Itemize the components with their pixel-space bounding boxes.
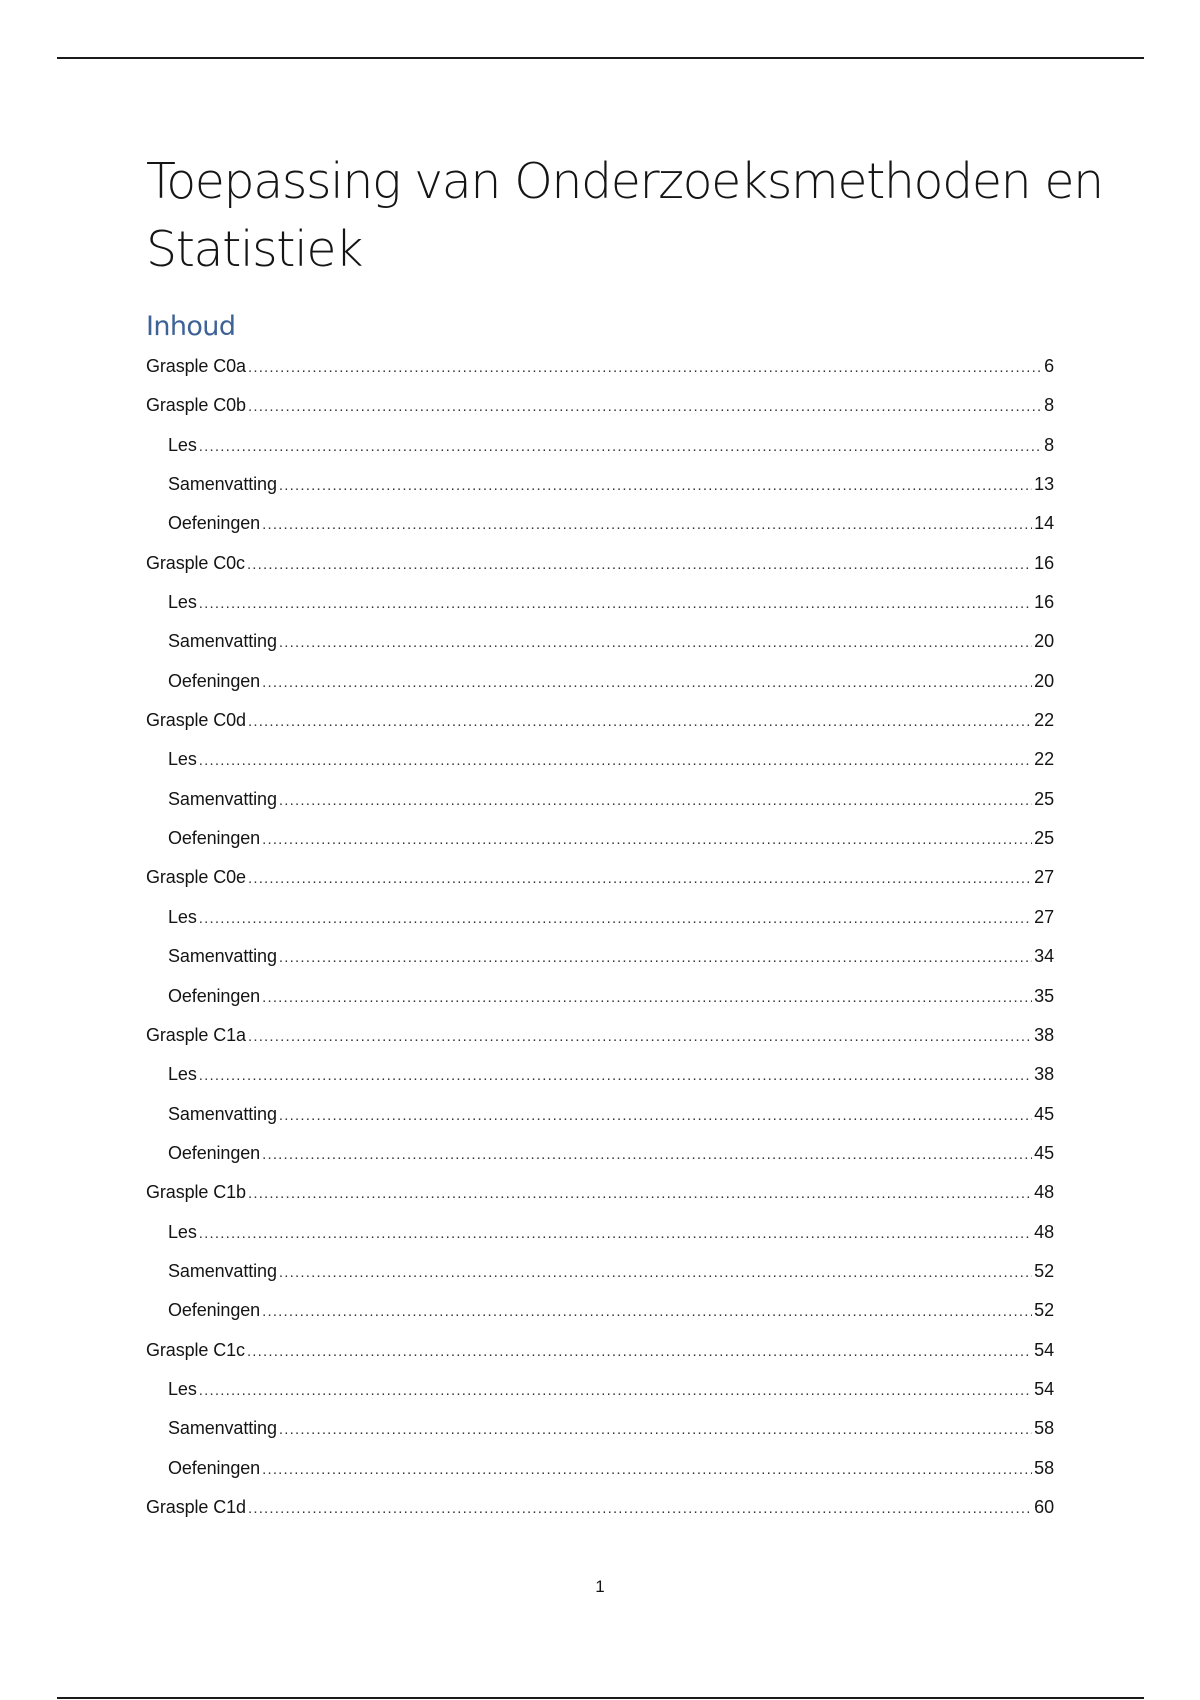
page-number: 1 — [595, 1577, 605, 1596]
toc-entry-section[interactable] — [146, 701, 1054, 740]
toc-dot-leader — [279, 1410, 1032, 1449]
toc-entry-label: Oefeningen — [168, 1457, 261, 1478]
toc-dot-leader — [199, 1056, 1032, 1095]
toc-entry-label: Oefeningen — [168, 985, 261, 1006]
toc-dot-leader — [262, 820, 1032, 859]
toc-entry-page: 22 — [1034, 749, 1054, 770]
toc-entry-page: 27 — [1034, 867, 1054, 888]
toc-entry-label: Oefeningen — [168, 670, 261, 691]
toc-dot-leader — [199, 427, 1042, 466]
toc-dot-leader — [248, 1017, 1032, 1056]
toc-entry-label: Samenvatting — [168, 1103, 277, 1124]
toc-entry-label: Samenvatting — [168, 631, 277, 652]
toc-entry-page: 6 — [1044, 356, 1054, 376]
toc-dot-leader — [248, 1489, 1032, 1528]
toc-entry-subsection[interactable] — [146, 1095, 1054, 1134]
toc-entry-subsection[interactable] — [146, 662, 1054, 701]
toc-entry-label: Grasple C1d — [146, 1496, 246, 1517]
toc-entry-label: Grasple C1a — [146, 1024, 246, 1045]
toc-entry-subsection[interactable] — [146, 740, 1054, 779]
toc-entry-label: Grasple C0a — [146, 356, 246, 376]
toc-entry-page: 38 — [1034, 1024, 1054, 1045]
toc-entry-label: Grasple C1b — [146, 1182, 246, 1203]
toc-dot-leader — [279, 623, 1032, 662]
toc-entry-label: Oefeningen — [168, 828, 261, 849]
toc-entry-page: 58 — [1034, 1457, 1054, 1478]
toc-dot-leader — [248, 1174, 1032, 1213]
toc-dot-leader — [248, 702, 1032, 741]
toc-entry-page: 27 — [1034, 906, 1054, 927]
toc-entry-subsection[interactable] — [146, 1213, 1054, 1252]
toc-entry-subsection[interactable] — [146, 1370, 1054, 1409]
toc-dot-leader — [262, 978, 1032, 1017]
toc-dot-leader — [248, 387, 1042, 426]
toc-entry-label: Les — [168, 592, 197, 613]
toc-entry-page: 20 — [1034, 631, 1054, 652]
toc-entry-subsection[interactable] — [146, 622, 1054, 661]
toc-entry-label: Les — [168, 1064, 197, 1085]
toc-entry-page: 45 — [1034, 1142, 1054, 1163]
toc-entry-page: 35 — [1034, 985, 1054, 1006]
toc-entry-page: 48 — [1034, 1182, 1054, 1203]
toc-dot-leader — [248, 348, 1042, 387]
toc-entry-page: 54 — [1034, 1339, 1054, 1360]
toc-dot-leader — [279, 1096, 1032, 1135]
toc-entry-subsection[interactable] — [146, 465, 1054, 504]
toc-entry-page: 45 — [1034, 1103, 1054, 1124]
toc-entry-page: 54 — [1034, 1378, 1054, 1399]
toc-entry-section[interactable] — [146, 1331, 1054, 1370]
document-title: Toepassing van Onderzoeksmethoden en Statistiek — [146, 153, 1103, 278]
table-of-contents — [146, 347, 1054, 1527]
toc-dot-leader — [262, 1135, 1032, 1174]
toc-entry-label: Samenvatting — [168, 474, 277, 495]
toc-dot-leader — [199, 1371, 1032, 1410]
toc-dot-leader — [262, 663, 1032, 702]
toc-entry-label: Les — [168, 434, 197, 455]
toc-entry-page: 25 — [1034, 788, 1054, 809]
toc-entry-page: 13 — [1034, 474, 1054, 495]
toc-entry-subsection[interactable] — [146, 898, 1054, 937]
toc-entry-label: Les — [168, 1221, 197, 1242]
toc-entry-label: Grasple C0e — [146, 867, 246, 888]
toc-entry-page: 22 — [1034, 710, 1054, 731]
toc-entry-subsection[interactable] — [146, 504, 1054, 543]
toc-entry-label: Samenvatting — [168, 1418, 277, 1439]
toc-entry-page: 8 — [1044, 434, 1054, 455]
toc-entry-subsection[interactable] — [146, 977, 1054, 1016]
toc-entry-page: 14 — [1034, 513, 1054, 534]
toc-entry-page: 16 — [1034, 552, 1054, 573]
toc-dot-leader — [279, 781, 1032, 820]
toc-dot-leader — [279, 938, 1032, 977]
toc-entry-subsection[interactable] — [146, 583, 1054, 622]
toc-entry-page: 60 — [1034, 1496, 1054, 1517]
toc-entry-page: 25 — [1034, 828, 1054, 849]
toc-entry-subsection[interactable] — [146, 819, 1054, 858]
toc-dot-leader — [199, 899, 1032, 938]
toc-entry-page: 34 — [1034, 946, 1054, 967]
toc-dot-leader — [248, 859, 1032, 898]
toc-entry-label: Oefeningen — [168, 513, 261, 534]
header-rule — [57, 57, 1144, 59]
toc-entry-subsection[interactable] — [146, 780, 1054, 819]
toc-entry-subsection[interactable] — [146, 1055, 1054, 1094]
toc-heading: Inhoud — [146, 311, 236, 342]
toc-entry-page: 20 — [1034, 670, 1054, 691]
toc-dot-leader — [262, 1450, 1032, 1489]
toc-entry-label: Les — [168, 906, 197, 927]
toc-entry-subsection[interactable] — [146, 1134, 1054, 1173]
toc-entry-page: 16 — [1034, 592, 1054, 613]
toc-dot-leader — [199, 741, 1032, 780]
toc-dot-leader — [199, 1214, 1032, 1253]
toc-dot-leader — [279, 466, 1032, 505]
toc-entry-label: Les — [168, 749, 197, 770]
toc-entry-label: Grasple C1c — [146, 1339, 245, 1360]
toc-entry-page: 52 — [1034, 1300, 1054, 1321]
toc-entry-section[interactable] — [146, 544, 1054, 583]
toc-entry-subsection[interactable] — [146, 937, 1054, 976]
toc-entry-page: 8 — [1044, 395, 1054, 416]
toc-entry-subsection[interactable] — [146, 426, 1054, 465]
toc-entry-page: 38 — [1034, 1064, 1054, 1085]
toc-entry-page: 48 — [1034, 1221, 1054, 1242]
toc-dot-leader — [262, 505, 1032, 544]
toc-entry-label: Oefeningen — [168, 1300, 261, 1321]
toc-entry-page: 52 — [1034, 1260, 1054, 1281]
footer-rule — [57, 1697, 1144, 1699]
toc-dot-leader — [279, 1253, 1032, 1292]
toc-entry-page: 58 — [1034, 1418, 1054, 1439]
toc-entry-label: Oefeningen — [168, 1142, 261, 1163]
toc-entry-subsection[interactable] — [146, 1449, 1054, 1488]
toc-dot-leader — [247, 1332, 1032, 1371]
toc-dot-leader — [247, 545, 1032, 584]
toc-entry-section[interactable] — [146, 858, 1054, 897]
toc-entry-label: Grasple C0c — [146, 552, 245, 573]
toc-entry-subsection[interactable] — [146, 1291, 1054, 1330]
toc-entry-label: Grasple C0d — [146, 710, 246, 731]
toc-entry-subsection[interactable] — [146, 1409, 1054, 1448]
toc-entry-label: Samenvatting — [168, 1260, 277, 1281]
toc-entry-section[interactable] — [146, 1488, 1054, 1527]
toc-entry-label: Grasple C0b — [146, 395, 246, 416]
toc-entry-subsection[interactable] — [146, 1252, 1054, 1291]
toc-entry-section[interactable] — [146, 1016, 1054, 1055]
toc-dot-leader — [199, 584, 1032, 623]
toc-entry-section[interactable] — [146, 386, 1054, 425]
toc-entry-section[interactable] — [146, 347, 1054, 386]
toc-dot-leader — [262, 1292, 1032, 1331]
toc-entry-section[interactable] — [146, 1173, 1054, 1212]
toc-entry-label: Les — [168, 1378, 197, 1399]
toc-entry-label: Samenvatting — [168, 788, 277, 809]
toc-entry-label: Samenvatting — [168, 946, 277, 967]
